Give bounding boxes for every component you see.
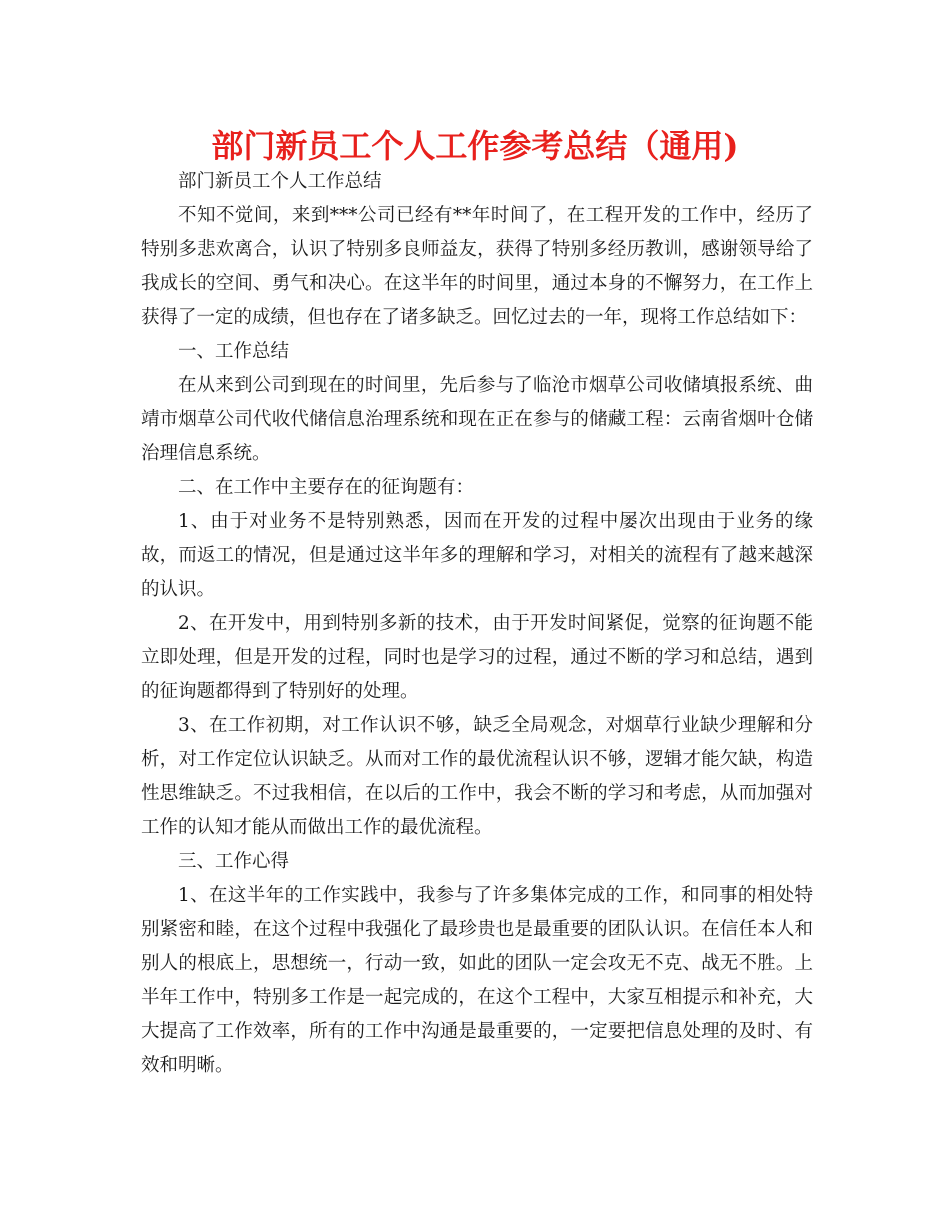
paragraph-problem-1: 1、由于对业务不是特别熟悉，因而在开发的过程中屡次出现由于业务的缘故，而返工的情况，但是通过这半年多的理解和学习，对相关的流程有了越来越深的认识。 xyxy=(141,511,813,600)
subtitle: 部门新员工个人工作总结 xyxy=(178,171,382,192)
document-body xyxy=(141,165,813,1083)
section-heading-experience: 三、工作心得 xyxy=(178,851,290,872)
paragraph-experience-1: 1、在这半年的工作实践中，我参与了许多集体完成的工作，和同事的相处特别紧密和睦，在这个过程中我强化了最珍贵也是最重要的团队认识。在信任本人和别人的根底上，思想统一，行动一致，如此的团队一定会攻无不克、战无不胜。上半年工作中，特别多工作是一起完成的，在这个工程中，大家互相提示和补充，大大提高了工作效率，所有的工作中沟通是最重要的，一定要把信息处理的及时、有效和明晰。 xyxy=(141,885,813,1076)
section-heading-work-summary: 一、工作总结 xyxy=(178,341,290,362)
paragraph-problem-3: 3、在工作初期，对工作认识不够，缺乏全局观念，对烟草行业缺少理解和分析，对工作定位认识缺乏。从而对工作的最优流程认识不够，逻辑才能欠缺，构造性思维缺乏。不过我相信，在以后的工作中，我会不断的学习和考虑，从而加强对工作的认知才能从而做出工作的最优流程。 xyxy=(141,715,813,838)
document-title: 部门新员工个人工作参考总结（通用) xyxy=(211,127,739,165)
paragraph-intro: 不知不觉间，来到***公司已经有**年时间了，在工程开发的工作中，经历了特别多悲欢离合，认识了特别多良师益友，获得了特别多经历教训，感谢领导给了我成长的空间、勇气和决心。在这半年的时间里，通过本身的不懈努力，在工作上获得了一定的成绩，但也存在了诸多缺乏。回忆过去的一年，现将工作总结如下： xyxy=(141,205,813,328)
section-heading-problems: 二、在工作中主要存在的征询题有： xyxy=(178,477,475,498)
paragraph-work-summary: 在从来到公司到现在的时间里，先后参与了临沧市烟草公司收储填报系统、曲靖市烟草公司代收代储信息治理系统和现在正在参与的储藏工程：云南省烟叶仓储治理信息系统。 xyxy=(141,375,813,464)
paragraph-problem-2: 2、在开发中，用到特别多新的技术，由于开发时间紧促，觉察的征询题不能立即处理，但是开发的过程，同时也是学习的过程，通过不断的学习和总结，遇到的征询题都得到了特别好的处理。 xyxy=(141,613,813,702)
